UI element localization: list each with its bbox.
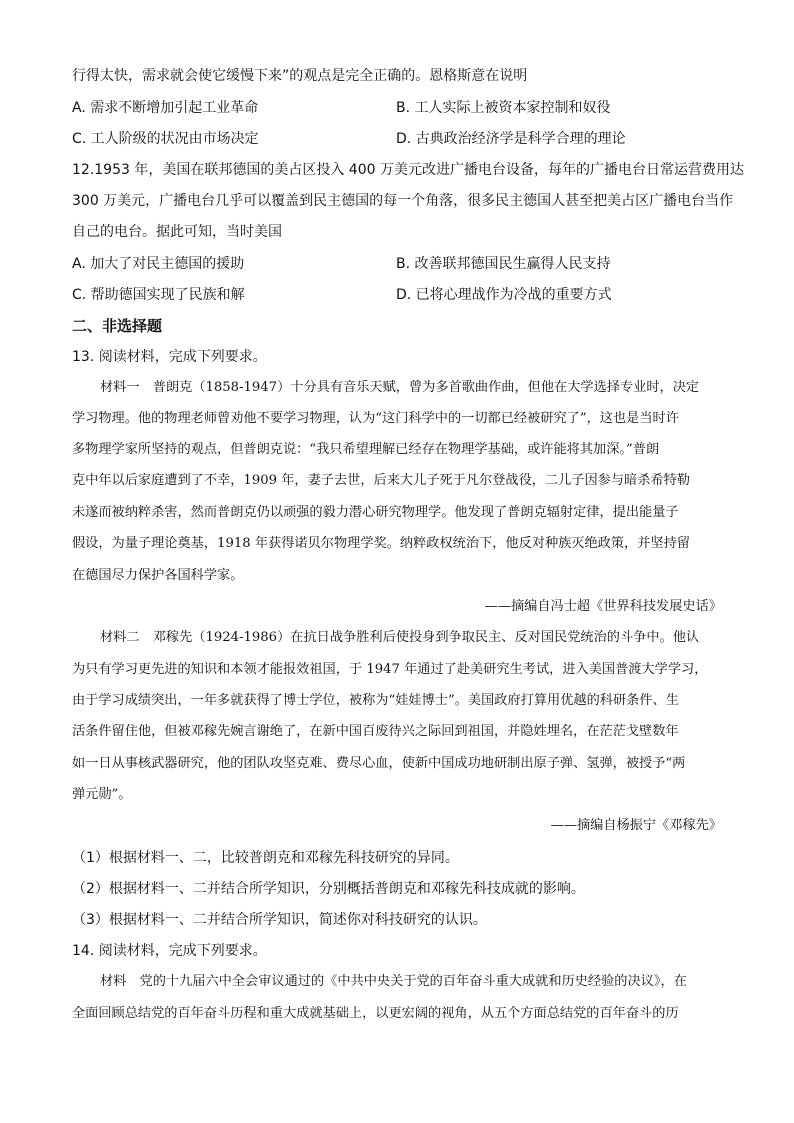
- q12-stem-line-2: 300 万美元，广播电台几乎可以覆盖到民主德国的每一个角落，很多民主德国人甚至把美占区广播电台当作: [72, 193, 734, 209]
- q13-material1-line-6: 假设，为量子理论奠基，1918 年获得诺贝尔物理学奖。纳粹政权统治下，他反对种族灭绝政策，并坚持留: [72, 536, 690, 551]
- q14-material-line-2: 全面回顾总结党的百年奋斗历程和重大成就基础上，以更宏阔的视角，从五个方面总结党的百年奋斗的历: [72, 1006, 679, 1021]
- q11-option-d: D. 古典政治经济学是科学合理的理论: [396, 131, 626, 147]
- q13-material2-line-6: 弹元勋”。: [72, 787, 132, 802]
- q13-question-1: （1）根据材料一、二，比较普朗克和邓稼先科技研究的异同。: [72, 850, 459, 866]
- q13-intro: 13. 阅读材料，完成下列要求。: [72, 349, 267, 365]
- q13-material2-line-2: 为只有学习更先进的知识和本领才能报效祖国，于 1947 年通过了赴美研究生考试，进入美国普渡大学学习，: [72, 662, 708, 677]
- q12-option-b: B. 改善联邦德国民生赢得人民支持: [396, 256, 611, 272]
- q13-question-3: （3）根据材料一、二并结合所学知识，简述你对科技研究的认识。: [72, 912, 487, 928]
- q11-option-a: A. 需求不断增加引起工业革命: [72, 100, 259, 116]
- q13-material1-line-2: 学习物理。他的物理老师曾劝他不要学习物理，认为“这门科学中的一切都已经被研究了”，这也是当时许: [72, 411, 679, 426]
- q11-option-b: B. 工人实际上被资本家控制和奴役: [396, 100, 611, 116]
- q13-material1-line-4: 克中年以后家庭遭到了不幸，1909 年，妻子去世，后来大儿子死于凡尔登战役，二儿子因参与暗杀希特勒: [72, 473, 690, 488]
- q14-intro: 14. 阅读材料，完成下列要求。: [72, 943, 267, 959]
- q13-material2-line-4: 活条件留住他，但被邓稼先婉言谢绝了，在新中国百废待兴之际回到祖国，并隐姓埋名，在茫茫戈壁数年: [72, 724, 679, 739]
- q13-material1-line-7: 在德国尽力保护各国科学家。: [72, 568, 244, 583]
- q13-material2-line-5: 如一日从事核武器研究，他的团队攻坚克难、费尽心血，使新中国成功地研制出原子弹、氢弹，被授予“两: [72, 756, 686, 771]
- q12-option-d: D. 已将心理战作为冷战的重要方式: [396, 287, 612, 303]
- q13-material2-source: ——摘编自杨振宁《邓稼先》: [550, 818, 722, 833]
- q11-stem-tail: 行得太快，需求就会使它缓慢下来”的观点是完全正确的。恩格斯意在说明: [72, 68, 528, 84]
- q11-option-c: C. 工人阶级的状况由市场决定: [72, 131, 259, 147]
- q13-question-2: （2）根据材料一、二并结合所学知识，分别概括普朗克和邓稼先科技成就的影响。: [72, 881, 585, 897]
- section-heading: 二、非选择题: [72, 317, 163, 335]
- q12-option-a: A. 加大了对民主德国的援助: [72, 256, 245, 272]
- q13-material1-line-3: 多物理学家所坚持的观点，但普朗克说：“我只希望理解已经存在物理学基础，或许能将其加深。”普朗: [72, 442, 660, 457]
- q12-option-c: C. 帮助德国实现了民族和解: [72, 287, 245, 303]
- q12-stem-line-3: 自己的电台。据此可知，当时美国: [72, 224, 282, 240]
- q14-material-line-1: 材料 党的十九届六中全会审议通过的《中共中央关于党的百年奋斗重大成就和历史经验的决议》，在: [100, 974, 687, 989]
- q13-material2-line-1: 材料二 邓稼先（1924-1986）在抗日战争胜利后使投身到争取民主、反对国民党统治的斗争中。他认: [100, 630, 700, 645]
- q13-material1-line-1: 材料一 普朗克（1858-1947）十分具有音乐天赋，曾为多首歌曲作曲，但他在大学选择专业时，决定: [100, 380, 700, 395]
- q13-material1-line-5: 未遂而被纳粹杀害，然而普朗克仍以顽强的毅力潜心研究物理学。他发现了普朗克辐射定律，提出能量子: [72, 505, 679, 520]
- q12-stem-line-1: 12.1953 年，美国在联邦德国的美占区投入 400 万美元改进广播电台设备，每年的广播电台日常运营费用达: [72, 162, 744, 178]
- q13-material2-line-3: 由于学习成绩突出，一年多就获得了博士学位，被称为“娃娃博士”。美国政府打算用优越的科研条件、生: [72, 693, 679, 708]
- q13-material1-source: ——摘编自冯士超《世界科技发展史话》: [484, 599, 722, 614]
